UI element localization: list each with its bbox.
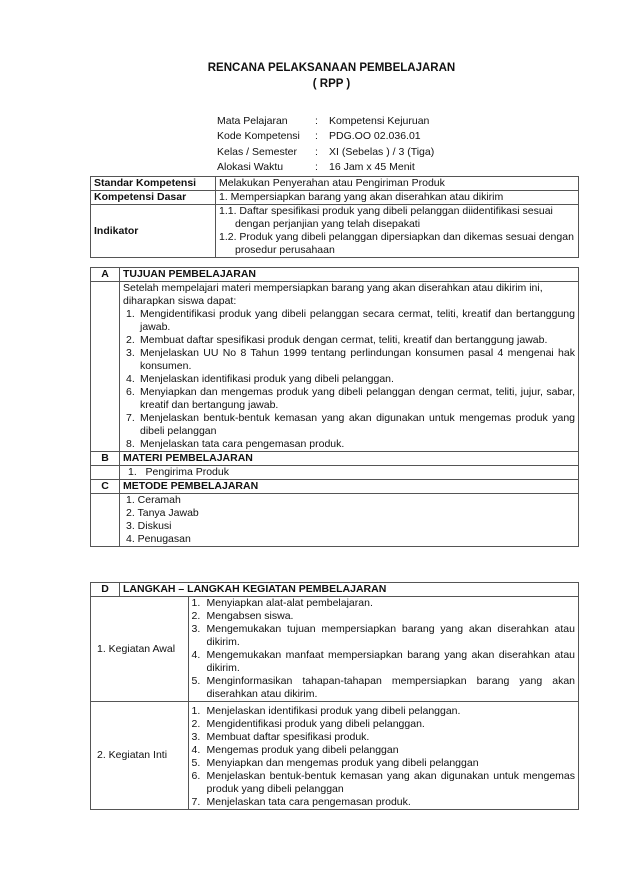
list-item: 1. Menjelaskan identifikasi produk yang dibeli pelanggan.	[191, 705, 461, 717]
list-item: 5. Menginformasikan tahapan-tahapan mempersiapkan barang yang akan diserahkan atau dikirim.	[191, 675, 575, 700]
list-item: 2. Mengabsen siswa.	[191, 610, 294, 622]
sk-value: Melakukan Penyerahan atau Pengiriman Produk	[216, 177, 579, 191]
meta-key: Kode Kompetensi	[217, 130, 300, 143]
indicator-item: 1.2. Produk yang dibeli pelanggan dipersiapkan dan dikemas sesuai dengan prosedur perusahaan	[219, 231, 574, 256]
section-b-item: 1. Pengirima Produk	[120, 466, 579, 480]
list-item: 4. Penugasan	[126, 533, 191, 545]
competency-table	[90, 176, 579, 258]
list-item: 1. Mengidentifikasi produk yang dibeli pelanggan secara cermat, teliti, kreatif dan bertanggung jawab.	[126, 308, 575, 333]
section-d-letter: D	[91, 583, 120, 597]
section-d-table	[90, 582, 579, 810]
meta-row: Alokasi Waktu : 16 Jam x 45 Menit	[217, 160, 434, 175]
list-item: 3. Menjelaskan UU No 8 Tahun 1999 tentang perlindungan konsumen pasal 4 mengenai hak konsumen.	[126, 347, 575, 372]
section-b-heading: MATERI PEMBELAJARAN	[120, 452, 579, 466]
meta-row: Mata Pelajaran : Kompetensi Kejuruan	[217, 114, 434, 129]
section-a-heading: TUJUAN PEMBELAJARAN	[120, 268, 579, 282]
sections-abc-table	[90, 267, 579, 547]
meta-row: Kelas / Semester : XI (Sebelas ) / 3 (Tiga)	[217, 145, 434, 160]
method-list	[120, 494, 579, 547]
list-item: 3. Membuat daftar spesifikasi produk.	[191, 731, 370, 743]
section-a-intro: Setelah mempelajari materi mempersiapkan barang yang akan diserahkan atau dikirim ini, diharapkan siswa dapat:	[123, 282, 543, 307]
meta-value: 16 Jam x 45 Menit	[329, 161, 415, 174]
document-subtitle: ( RPP )	[312, 78, 351, 90]
kd-value: 1. Mempersiapkan barang yang akan diserahkan atau dikirim	[216, 191, 579, 205]
list-item: 4. Menjelaskan identifikasi produk yang dibeli pelanggan.	[126, 373, 394, 385]
list-item: 3. Mengemukakan tujuan mempersiapkan barang yang akan diserahkan atau dikirim.	[191, 623, 575, 648]
meta-block	[217, 114, 434, 176]
kegiatan-awal-list	[188, 597, 578, 702]
list-item: 6. Menyiapkan dan mengemas produk yang dibeli pelanggan dengan cermat, teliti, jujur, sabar, kreatif dan bertangung jawab.	[126, 386, 575, 411]
section-c-heading: METODE PEMBELAJARAN	[120, 480, 579, 494]
indicator-label: Indikator	[91, 205, 216, 258]
section-a-content	[120, 282, 579, 452]
indicator-list	[216, 205, 579, 258]
objective-list	[123, 308, 575, 451]
meta-key: Kelas / Semester	[217, 145, 297, 158]
meta-key: Alokasi Waktu	[217, 161, 284, 174]
kegiatan-awal-label: 1. Kegiatan Awal	[91, 597, 189, 702]
list-item: 1. Ceramah	[126, 494, 181, 506]
list-item: 6. Menjelaskan bentuk-bentuk kemasan yang akan digunakan untuk mengemas produk yang dibeli pelanggan	[191, 770, 575, 795]
meta-row: Kode Kompetensi : PDG.OO 02.036.01	[217, 129, 434, 144]
section-c-letter: C	[91, 480, 120, 494]
list-item: 8. Menjelaskan tata cara pengemasan produk.	[126, 438, 345, 450]
section-b-letter: B	[91, 452, 120, 466]
list-item: 4. Mengemas produk yang dibeli pelanggan	[191, 744, 399, 756]
meta-value: XI (Sebelas ) / 3 (Tiga)	[329, 145, 435, 158]
list-item: 2. Mengidentifikasi produk yang dibeli pelanggan.	[191, 718, 425, 730]
document-title: RENCANA PELAKSANAAN PEMBELAJARAN	[207, 62, 456, 74]
sk-label: Standar Kompetensi	[91, 177, 216, 191]
list-item: 3. Diskusi	[126, 520, 172, 532]
list-item: 1. Menyiapkan alat-alat pembelajaran.	[191, 597, 373, 609]
section-d-heading: LANGKAH – LANGKAH KEGIATAN PEMBELAJARAN	[120, 583, 579, 597]
list-item: 2. Tanya Jawab	[126, 507, 199, 519]
meta-value: PDG.OO 02.036.01	[329, 130, 421, 143]
kd-label: Kompetensi Dasar	[91, 191, 216, 205]
list-item: 5. Menyiapkan dan mengemas produk yang dibeli pelanggan	[191, 757, 479, 769]
list-item: 2. Membuat daftar spesifikasi produk dengan cermat, teliti, kreatif dan bertanggung jawab.	[126, 334, 548, 346]
list-item: 7. Menjelaskan bentuk-bentuk kemasan yang akan digunakan untuk mengemas produk yang dibeli pelanggan	[126, 412, 575, 437]
kegiatan-inti-list	[188, 702, 578, 810]
kegiatan-inti-label: 2. Kegiatan Inti	[91, 702, 189, 810]
section-a-letter: A	[91, 268, 120, 282]
list-item: 4. Mengemukakan manfaat mempersiapkan barang yang akan diserahkan atau dikirim.	[191, 649, 575, 674]
meta-value: Kompetensi Kejuruan	[329, 115, 430, 127]
indicator-item: 1.1. Daftar spesifikasi produk yang dibeli pelanggan diidentifikasi sesuai dengan perjanjian yang telah disepakati	[219, 205, 553, 230]
meta-key: Mata Pelajaran	[217, 115, 288, 127]
list-item: 7. Menjelaskan tata cara pengemasan produk.	[191, 796, 411, 808]
